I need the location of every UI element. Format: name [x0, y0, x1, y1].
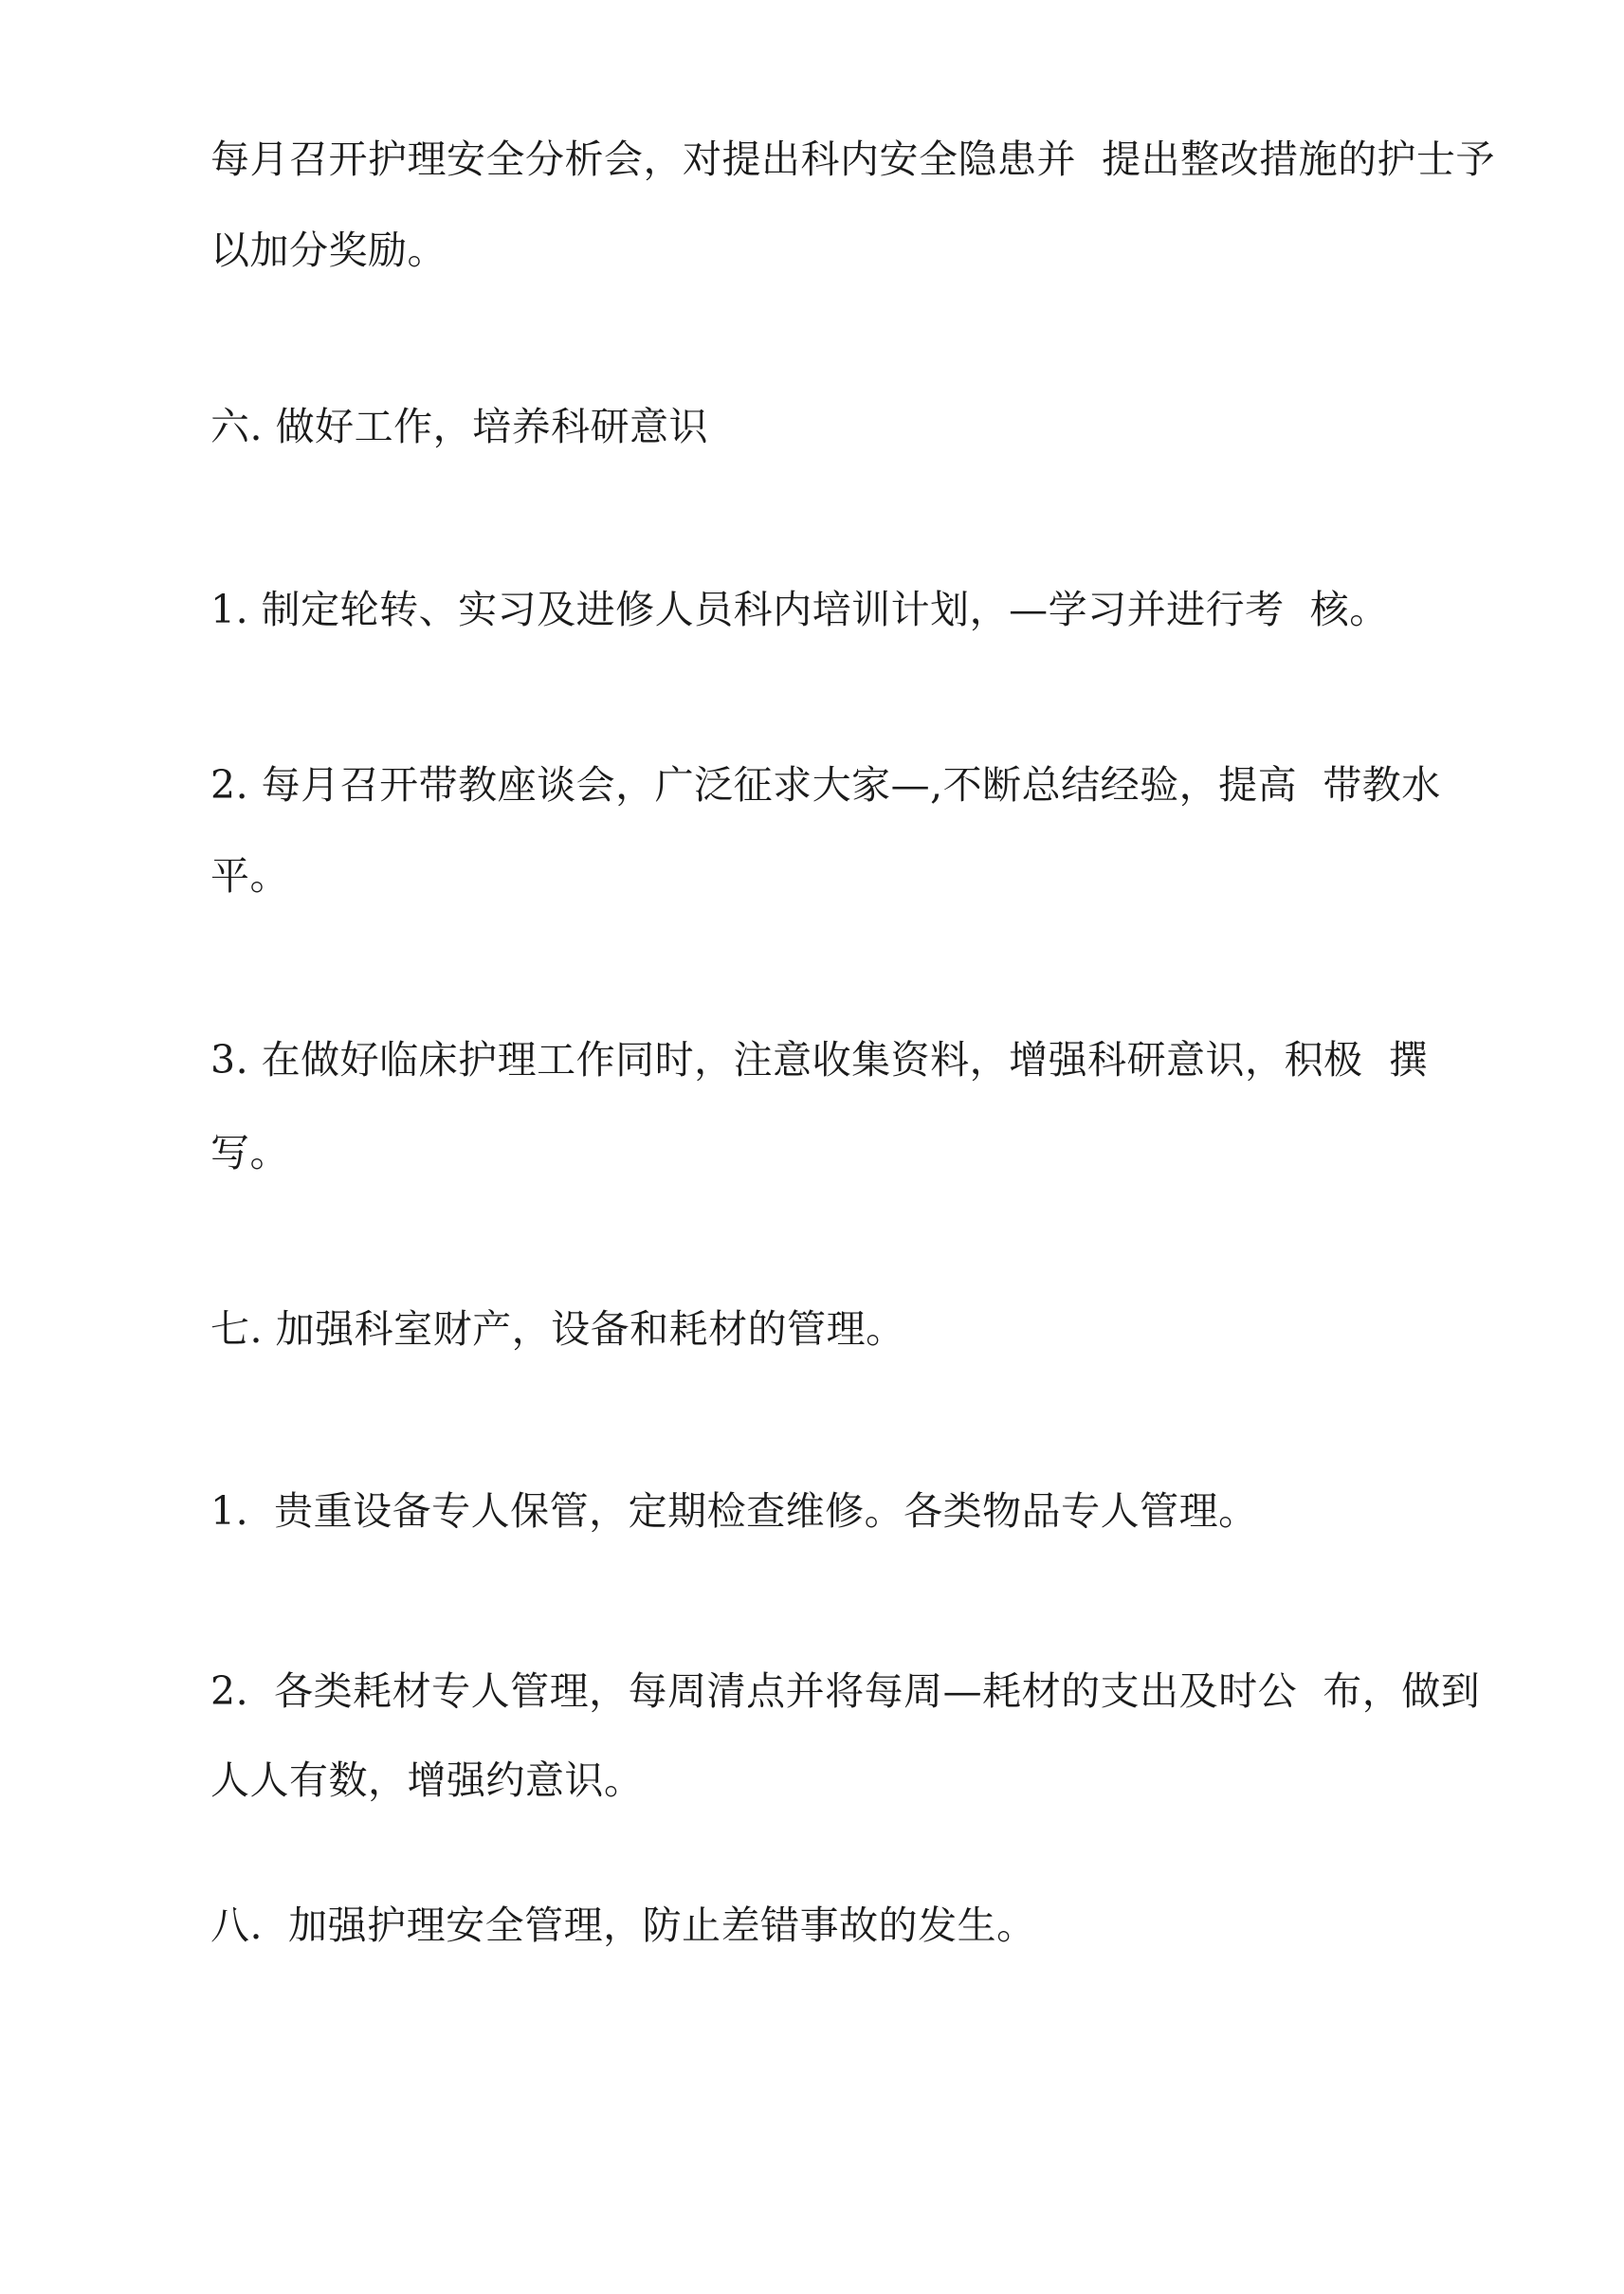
- section-heading-7: 七. 加强科室财产，设备和耗材的管理。: [210, 1306, 905, 1352]
- list-item-6-2-line1: 2. 每月召开带教座谈会，广泛征求大家—,不断总结经验，提高 带教水: [210, 762, 1441, 808]
- section-heading-8: 八. 加强护理安全管理，防止差错事故的发生。: [210, 1903, 1036, 1948]
- list-item-6-3-line1: 3. 在做好临床护理工作同时，注意收集资料，增强科研意识，积极 撰: [210, 1037, 1429, 1083]
- list-item-6-1: 1. 制定轮转、实习及进修人员科内培训计划，—学习并进行考 核。: [210, 587, 1389, 632]
- paragraph-safety-meeting-line1: 每月召开护理安全分析会，对提出科内安全隐患并 提出整改措施的护士予: [210, 137, 1496, 182]
- list-item-7-1: 1. 贵重设备专人保管，定期检查维修。各类物品专人管理。: [210, 1488, 1258, 1534]
- list-item-6-3-line2: 写。: [210, 1130, 289, 1175]
- paragraph-safety-meeting-line2: 以加分奖励。: [210, 228, 447, 273]
- section-heading-6: 六. 做好工作，培养科研意识: [210, 404, 709, 449]
- list-item-6-2-line2: 平。: [210, 853, 289, 899]
- list-item-7-2-line2: 人人有数，增强约意识。: [210, 1757, 644, 1803]
- list-item-7-2-line1: 2. 各类耗材专人管理，每周清点并将每周—耗材的支出及时公 布，做到: [210, 1668, 1481, 1714]
